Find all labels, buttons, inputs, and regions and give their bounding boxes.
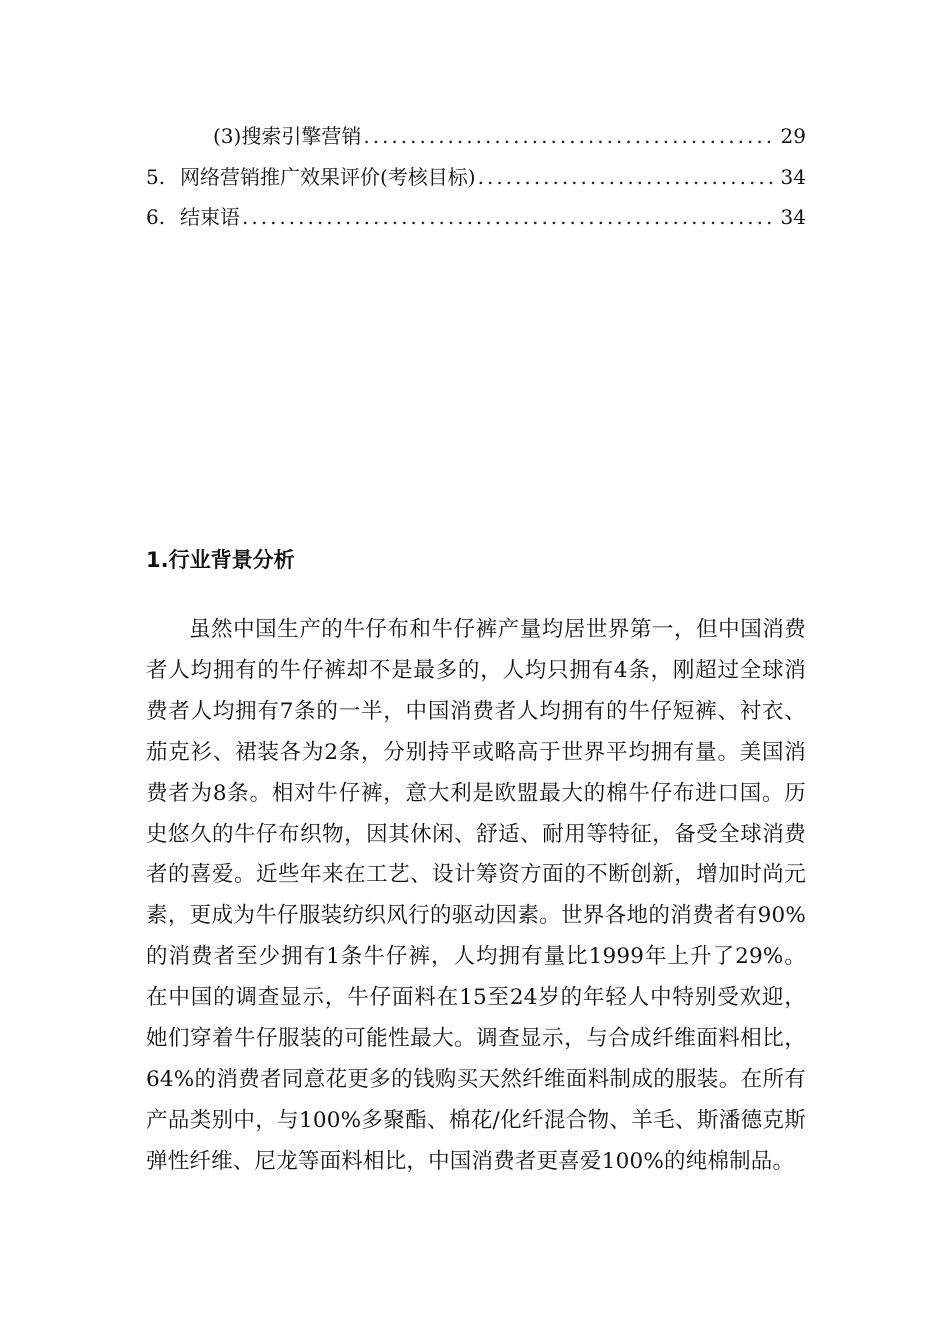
body-paragraph: 虽然中国生产的牛仔布和牛仔裤产量均居世界第一，但中国消费者人均拥有的牛仔裤却不是最多的，人均只拥有4条，刚超过全球消费者人均拥有7条的一半，中国消费者人均拥有的牛仔短裤、衬衣、茄克衫、裙装各为2条，分别持平或略高于世界平均拥有量。美国消费者为8条。相对牛仔裤，意大利是欧盟最大的棉牛仔布进口国。历史悠久的牛仔布织物，因其休闲、舒适、耐用等特征，备受全球消费者的喜爱。近些年来在工艺、设计筹资方面的不断创新，增加时尚元素，更成为牛仔服装纺织风行的驱动因素。世界各地的消费者有90%的消费者至少拥有1条牛仔裤，人均拥有量比1999年上升了29%。在中国的调查显示，牛仔面料在15至24岁的年轻人中特别受欢迎，她们穿着牛仔服装的可能性最大。调查显示，与合成纤维面料相比，64%的消费者同意花更多的钱购买天然纤维面料制成的服装。在所有产品类别中，与100%多聚酯、棉花/化纤混合物、羊毛、斯潘德克斯弹性纤维、尼龙等面料相比，中国消费者更喜爱100%的纯棉制品。 [146,617,806,1174]
toc-dot-leader [363,121,776,151]
toc-entry-page: 34 [780,205,806,229]
toc-entry-number: 6. [146,205,166,229]
toc-entry-number: 5. [146,165,166,189]
toc-entry-title: (3)搜索引擎营销 [213,124,362,148]
toc-entry-search-engine-marketing[interactable] [213,121,806,151]
toc-entry-title: 网络营销推广效果评价(考核目标) [180,165,476,189]
toc-entry-title: 结束语 [180,205,240,229]
toc-entry-page: 34 [780,165,806,189]
toc-dot-leader [242,202,777,232]
toc-entry-page: 29 [780,124,806,148]
toc-entry-evaluation[interactable] [146,162,806,192]
section-heading: 1.行业背景分析 [146,548,295,572]
toc-entry-conclusion[interactable] [146,202,806,232]
toc-dot-leader [478,162,777,192]
